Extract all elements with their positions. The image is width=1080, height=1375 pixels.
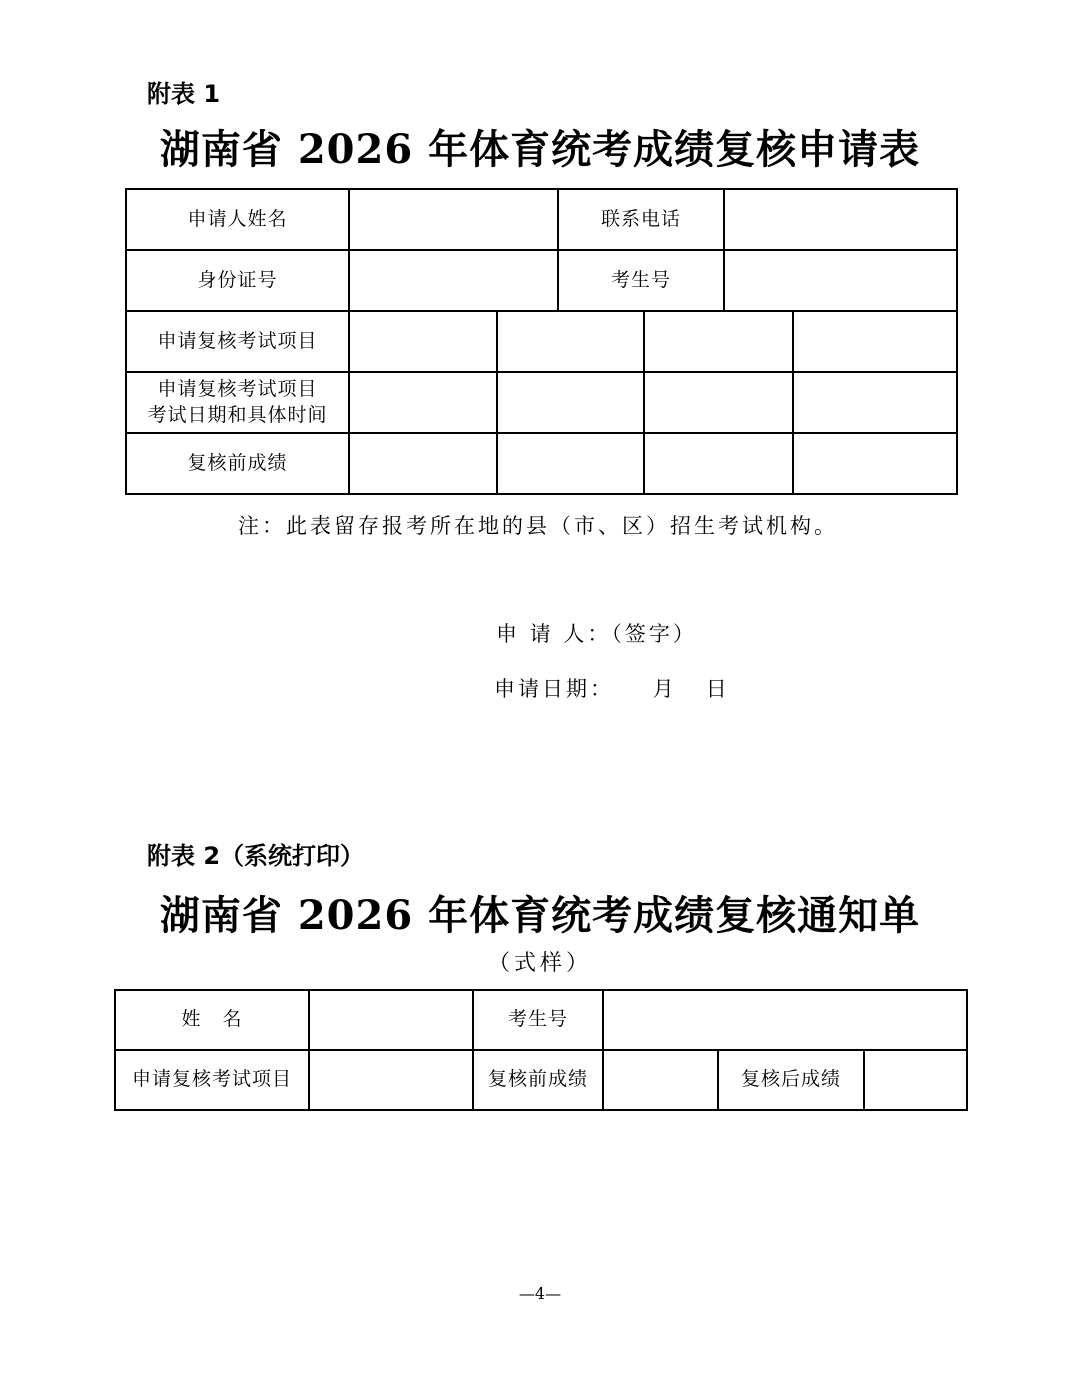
pre-score-cell[interactable] [497, 433, 644, 494]
applicant-name-label: 申请人姓名 [126, 189, 349, 250]
application-date: 申请日期： 月 日 [494, 677, 730, 701]
exam-datetime-label-line1: 申请复核考试项目 [157, 377, 318, 400]
pre-score-cell[interactable] [349, 433, 497, 494]
notice-pre-score-label: 复核前成绩 [473, 1050, 603, 1110]
page-number: —4— [518, 1284, 562, 1303]
attachment2-label: 附表 2（系统打印） [147, 842, 365, 870]
exam-datetime-label [126, 372, 349, 433]
review-items-label: 申请复核考试项目 [126, 311, 349, 372]
attachment2-title: 湖南省 2026 年体育统考成绩复核通知单 [159, 892, 921, 939]
exam-datetime-label-line2: 考试日期和具体时间 [147, 403, 328, 426]
notification-table [114, 989, 968, 1111]
applicant-name-cell[interactable] [349, 189, 558, 250]
exam-datetime-cell[interactable] [349, 372, 497, 433]
pre-score-label: 复核前成绩 [126, 433, 349, 494]
pre-score-cell[interactable] [793, 433, 957, 494]
notice-name-cell [309, 990, 473, 1050]
notice-post-score-cell [864, 1050, 967, 1110]
application-form-table [125, 188, 958, 495]
attachment1-title: 湖南省 2026 年体育统考成绩复核申请表 [159, 126, 921, 173]
id-number-cell[interactable] [349, 250, 558, 311]
review-item-cell[interactable] [497, 311, 644, 372]
exam-datetime-cell[interactable] [497, 372, 644, 433]
notice-exam-number-label: 考生号 [473, 990, 603, 1050]
notice-exam-number-cell [603, 990, 967, 1050]
notice-name-label: 姓 名 [115, 990, 309, 1050]
phone-label: 联系电话 [558, 189, 724, 250]
notice-items-label: 申请复核考试项目 [115, 1050, 309, 1110]
attachment1-label: 附表 1 [147, 80, 221, 108]
exam-datetime-cell[interactable] [644, 372, 793, 433]
exam-number-label: 考生号 [558, 250, 724, 311]
attachment2-subtitle: （式样） [487, 951, 592, 976]
notice-items-cell [309, 1050, 473, 1110]
id-number-label: 身份证号 [126, 250, 349, 311]
exam-number-cell[interactable] [724, 250, 957, 311]
review-item-cell[interactable] [793, 311, 957, 372]
notice-post-score-label: 复核后成绩 [718, 1050, 864, 1110]
exam-datetime-cell[interactable] [793, 372, 957, 433]
form-note: 注：此表留存报考所在地的县（市、区）招生考试机构。 [238, 514, 838, 538]
review-item-cell[interactable] [349, 311, 497, 372]
pre-score-cell[interactable] [644, 433, 793, 494]
applicant-signature: 申 请 人：（签字） [496, 622, 697, 646]
phone-cell[interactable] [724, 189, 957, 250]
review-item-cell[interactable] [644, 311, 793, 372]
notice-pre-score-cell [603, 1050, 718, 1110]
